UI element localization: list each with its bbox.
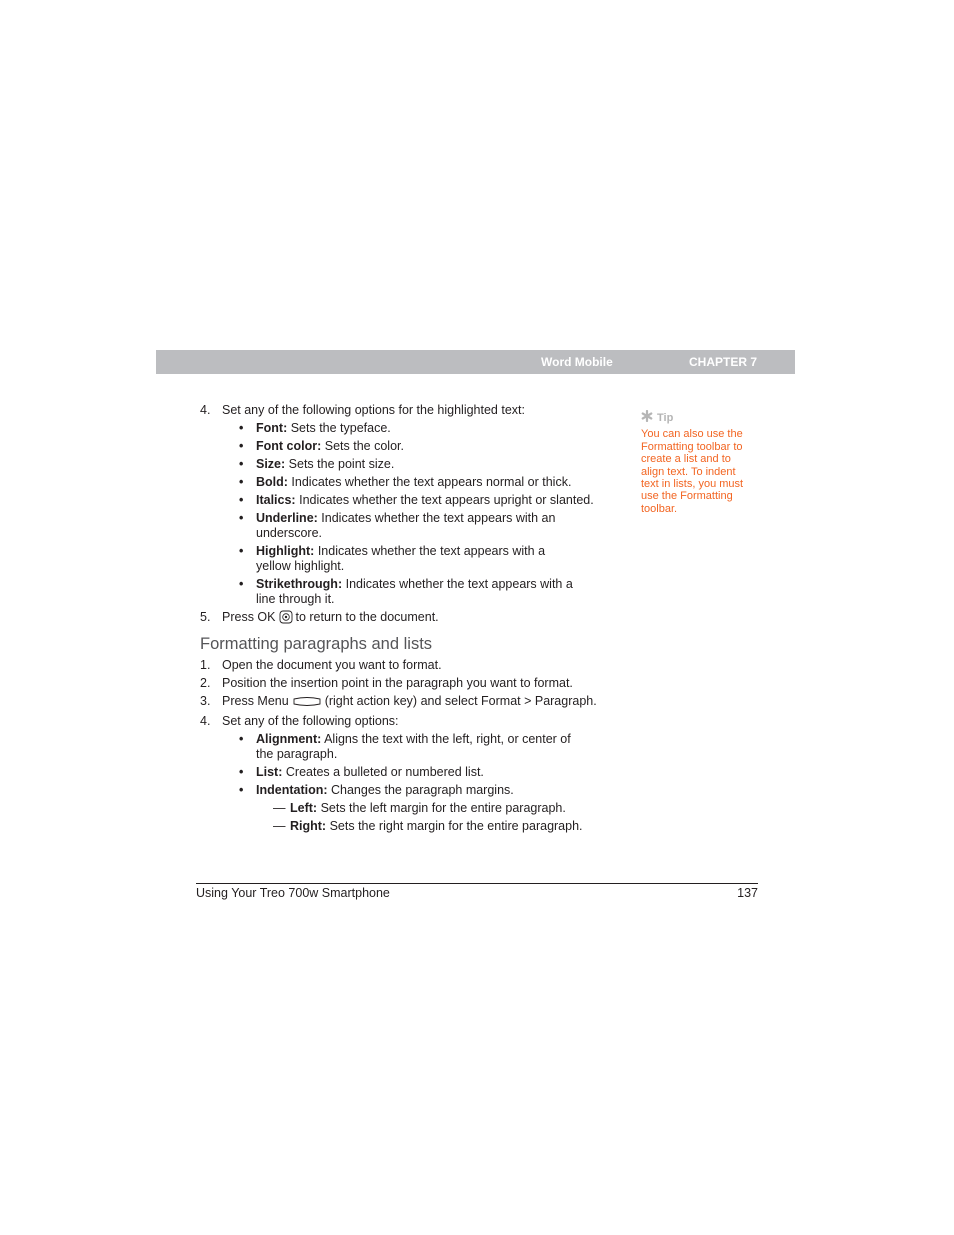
step-number: 4. <box>200 714 211 728</box>
ok-button-icon <box>279 610 293 628</box>
bullet: • <box>239 475 244 489</box>
option-term: Strikethrough: <box>256 577 343 591</box>
option-term: Highlight: <box>256 544 315 558</box>
option-desc: Indicates whether the text appears with a <box>317 544 546 558</box>
tip-line: toolbar. <box>641 502 678 515</box>
option-desc: Sets the left margin for the entire paragraph. <box>320 801 566 815</box>
option-desc: Aligns the text with the left, right, or center of <box>324 732 571 746</box>
tip-line: Formatting toolbar to <box>641 440 743 453</box>
step-text: Set any of the following options: <box>222 714 399 728</box>
step-number: 5. <box>200 610 211 624</box>
list-item <box>239 765 630 780</box>
option-term: Bold: <box>256 475 288 489</box>
section-title: Formatting paragraphs and lists <box>200 635 433 653</box>
list-item <box>239 511 630 541</box>
step-text: Open the document you want to format. <box>222 658 442 672</box>
page-number: 137 <box>737 886 758 900</box>
bullet: • <box>239 577 244 591</box>
paragraph-options-list <box>222 732 630 834</box>
bullet: • <box>239 511 244 525</box>
option-term: Underline: <box>256 511 318 525</box>
step-number: 4. <box>200 403 211 417</box>
indentation-sub-options <box>256 801 630 834</box>
step-number: 3. <box>200 694 211 708</box>
list-item <box>239 544 630 574</box>
option-desc-cont: underscore. <box>256 526 323 540</box>
option-term: Right: <box>290 819 327 833</box>
option-desc: Indicates whether the text appears with a <box>345 577 573 591</box>
step-3-press-menu <box>200 694 630 711</box>
list-item <box>239 577 630 607</box>
list-item <box>239 783 630 834</box>
step-4-paragraph-options <box>200 714 630 834</box>
option-term: List: <box>256 765 283 779</box>
main-content <box>200 403 630 837</box>
bullet: • <box>239 765 244 779</box>
tip-header <box>641 410 761 425</box>
option-term: Italics: <box>256 493 296 507</box>
step-text-post: (right action key) and select Format > Paragraph. <box>324 694 597 708</box>
option-desc: Creates a bulleted or numbered list. <box>285 765 484 779</box>
option-term: Alignment: <box>256 732 322 746</box>
dash-marker: — <box>273 819 286 833</box>
option-term: Left: <box>290 801 318 815</box>
step-5-press-ok <box>200 610 630 628</box>
menu-key-icon <box>292 696 322 711</box>
step-1-open-document <box>200 658 630 673</box>
tip-line: text in lists, you must <box>641 478 744 491</box>
bullet: • <box>239 544 244 558</box>
option-desc: Changes the paragraph margins. <box>331 783 514 797</box>
tip-line: You can also use the <box>641 428 743 441</box>
tip-line: align text. To indent <box>641 465 736 478</box>
bullet: • <box>239 783 244 797</box>
option-desc: Sets the right margin for the entire paragraph. <box>329 819 583 833</box>
list-item <box>239 732 630 762</box>
option-desc: Indicates whether the text appears normal or thick. <box>291 475 572 489</box>
option-term: Indentation: <box>256 783 328 797</box>
footer-divider <box>196 883 758 884</box>
list-item <box>273 801 630 816</box>
bullet: • <box>239 421 244 435</box>
text-options-list <box>222 421 630 607</box>
bullet: • <box>239 439 244 453</box>
step-text-pre: Press OK <box>222 610 276 624</box>
dash-marker: — <box>273 801 286 815</box>
tip-label: Tip <box>657 411 674 424</box>
option-term: Font color: <box>256 439 322 453</box>
option-desc: Sets the typeface. <box>290 421 391 435</box>
option-desc: Indicates whether the text appears with an <box>321 511 556 525</box>
header-chapter-label: CHAPTER 7 <box>689 355 758 369</box>
bullet: • <box>239 732 244 746</box>
tip-line: create a list and to <box>641 453 731 466</box>
step-text-post: to return to the document. <box>295 610 439 624</box>
list-item <box>239 457 630 472</box>
footer-book-title: Using Your Treo 700w Smartphone <box>196 886 390 900</box>
tip-line: use the Formatting <box>641 490 733 503</box>
option-desc: Sets the point size. <box>288 457 395 471</box>
option-term: Font: <box>256 421 288 435</box>
list-item <box>239 439 630 454</box>
bullet: • <box>239 457 244 471</box>
bullet: • <box>239 493 244 507</box>
step-text-pre: Press Menu <box>222 694 289 708</box>
option-desc-cont: line through it. <box>256 592 335 606</box>
step-text: Position the insertion point in the paragraph you want to format. <box>222 676 573 690</box>
step-4-highlight-options <box>200 403 630 607</box>
tip-sidebar <box>641 410 761 515</box>
list-item <box>273 819 630 834</box>
option-desc: Indicates whether the text appears upright or slanted. <box>299 493 594 507</box>
option-desc-cont: yellow highlight. <box>256 559 345 573</box>
option-term: Size: <box>256 457 286 471</box>
list-item <box>239 475 630 490</box>
asterisk-icon <box>641 410 653 425</box>
step-number: 2. <box>200 676 211 690</box>
option-desc: Sets the color. <box>324 439 404 453</box>
step-text: Set any of the following options for the highlighted text: <box>222 403 525 417</box>
option-desc-cont: the paragraph. <box>256 747 338 761</box>
list-item <box>239 421 630 436</box>
step-number: 1. <box>200 658 211 672</box>
header-section-name: Word Mobile <box>541 355 613 369</box>
step-2-position-insertion <box>200 676 630 691</box>
list-item <box>239 493 630 508</box>
